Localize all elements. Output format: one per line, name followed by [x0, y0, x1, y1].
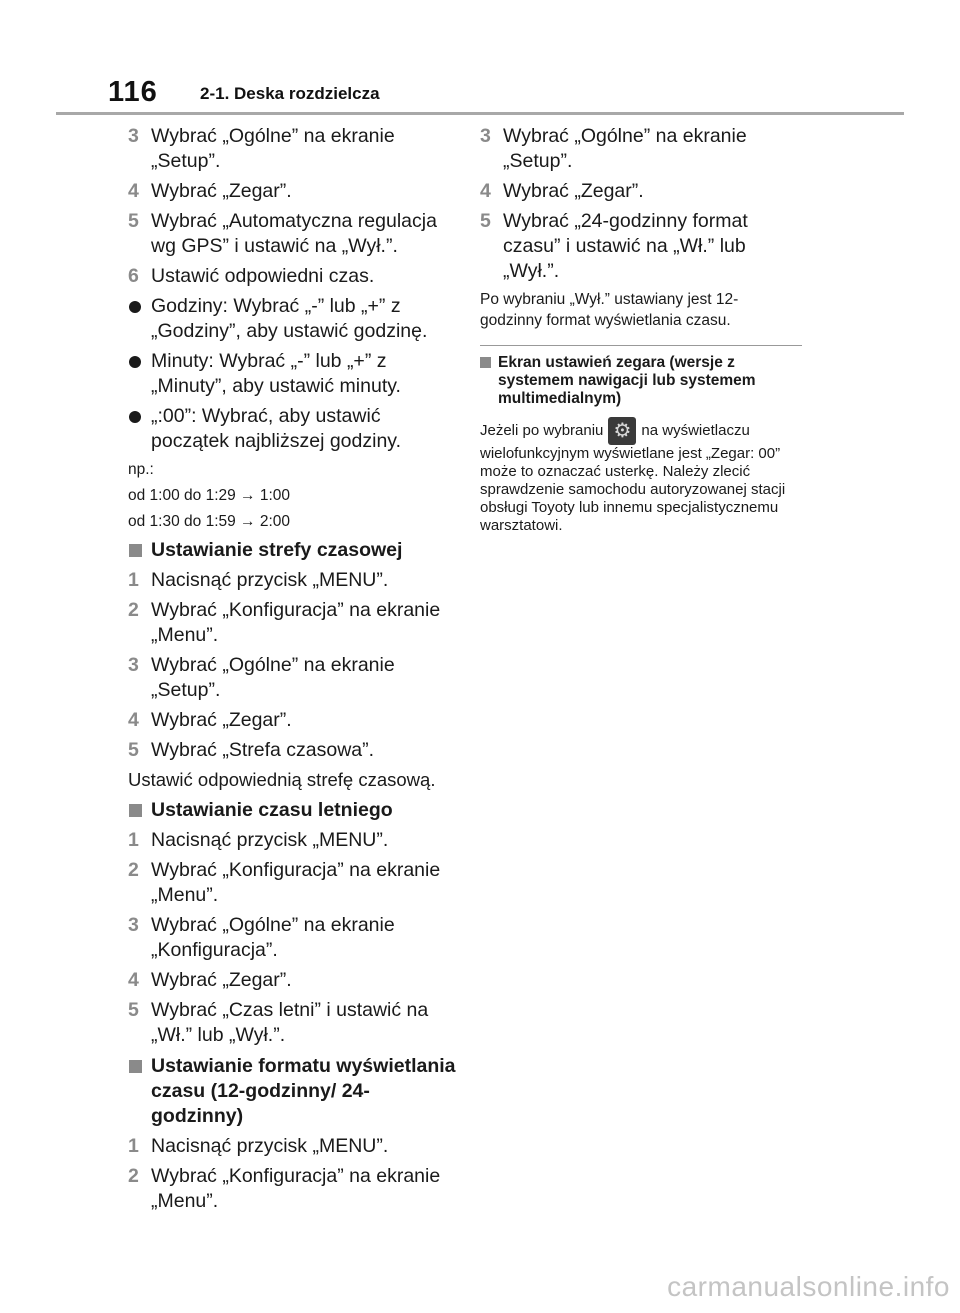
step-text: Wybrać „Zegar”.	[151, 180, 292, 202]
step	[128, 738, 456, 763]
heading-text: Ekran ustawień zegara (wersje z systemem nawigacji lub systemem multimedialnym)	[498, 354, 756, 407]
section-title: 2-1. Deska rozdzielcza	[200, 84, 380, 103]
heading-text: Ustawianie formatu wyświetlania czasu (12-godzinny/ 24-godzinny)	[151, 1055, 456, 1127]
bullet-dot	[129, 301, 141, 313]
step	[128, 124, 456, 174]
gear-icon	[608, 417, 636, 445]
section-heading-timezone	[128, 538, 456, 563]
step-text: Wybrać „Konfiguracja” na ekranie „Menu”.	[151, 1165, 441, 1212]
step-number: 3	[480, 125, 491, 147]
step-number: 5	[480, 210, 491, 232]
section-heading-dst	[128, 798, 456, 823]
step-number: 6	[128, 265, 139, 287]
step-number: 1	[128, 569, 139, 591]
step	[480, 124, 800, 174]
step-number: 3	[128, 914, 139, 936]
divider	[480, 345, 802, 346]
step-text: Wybrać „Zegar”.	[151, 709, 292, 731]
step-text: Wybrać „Czas letni” i ustawić na „Wł.” lub „Wył.”.	[151, 999, 429, 1046]
step-text: Wybrać „Ogólne” na ekranie „Setup”.	[151, 654, 395, 701]
bullet-dot	[129, 356, 141, 368]
bullet-text: „:00”: Wybrać, aby ustawić początek najbliższej godziny.	[151, 405, 402, 452]
example-label: np.:	[128, 461, 154, 478]
step-text: Wybrać „Zegar”.	[151, 969, 292, 991]
format-note: Po wybraniu „Wył.” ustawiany jest 12-godzinny format wyświetlania czasu.	[480, 291, 739, 329]
step-text: Wybrać „Ogólne” na ekranie „Setup”.	[151, 125, 395, 172]
step-text: Wybrać „Strefa czasowa”.	[151, 739, 375, 761]
step-text: Nacisnąć przycisk „MENU”.	[151, 569, 389, 591]
step-number: 5	[128, 210, 139, 232]
left-column	[128, 124, 456, 1219]
step	[128, 968, 456, 993]
step-number: 1	[128, 1135, 139, 1157]
example-line: od 1:30 do 1:59 → 2:00	[128, 513, 291, 530]
heading-square-icon	[129, 544, 142, 557]
bullet-item	[128, 404, 456, 454]
bullet-text: Minuty: Wybrać „-” lub „+” z „Minuty”, aby ustawić minuty.	[151, 350, 401, 397]
paragraph-text: na wyświetlaczu wielofunkcyjnym wyświetlane jest „Zegar: 00” może to oznaczać usterkę. Należy zlecić sprawdzenie samochodu autoryzowanej stacji obsługi Toyoty lub innemu specjalistycznemu warsztatowi.	[480, 421, 786, 534]
step-number: 2	[128, 859, 139, 881]
step-text: Ustawić odpowiedni czas.	[151, 265, 375, 287]
right-column	[480, 124, 800, 535]
paragraph-text: Jeżeli po wybraniu	[480, 421, 604, 439]
step	[128, 568, 456, 593]
step	[128, 1134, 456, 1159]
step	[128, 1164, 456, 1214]
bullet-text: Godziny: Wybrać „-” lub „+” z „Godziny”, aby ustawić godzinę.	[151, 295, 428, 342]
step	[128, 828, 456, 853]
section-heading-clock-screen	[480, 354, 800, 408]
heading-square-icon	[129, 1060, 142, 1073]
step-number: 5	[128, 739, 139, 761]
watermark: carmanualsonline.info	[667, 1271, 950, 1302]
step	[128, 209, 456, 259]
step-text: Nacisnąć przycisk „MENU”.	[151, 1135, 389, 1157]
step-number: 5	[128, 999, 139, 1021]
bullet-item	[128, 349, 456, 399]
step-number: 4	[128, 969, 139, 991]
example-line: od 1:00 do 1:29 → 1:00	[128, 487, 291, 504]
timezone-note: Ustawić odpowiednią strefę czasową.	[128, 769, 436, 790]
step-number: 3	[128, 125, 139, 147]
step-number: 4	[128, 180, 139, 202]
step-number: 4	[480, 180, 491, 202]
step	[128, 264, 456, 289]
heading-square-icon	[129, 804, 142, 817]
bullet-item	[128, 294, 456, 344]
section-heading-time-format	[128, 1054, 456, 1129]
step	[128, 653, 456, 703]
step-number: 4	[128, 709, 139, 731]
bullet-dot	[129, 411, 141, 423]
step	[128, 598, 456, 648]
step-text: Wybrać „Konfiguracja” na ekranie „Menu”.	[151, 599, 441, 646]
step-text: Wybrać „Automatyczna regulacja wg GPS” i ustawić na „Wył.”.	[151, 210, 437, 257]
step	[128, 998, 456, 1048]
step	[128, 913, 456, 963]
step-text: Wybrać „24-godzinny format czasu” i ustawić na „Wł.” lub „Wył.”.	[503, 210, 748, 282]
step	[128, 858, 456, 908]
step-text: Wybrać „Konfiguracja” na ekranie „Menu”.	[151, 859, 441, 906]
step-number: 1	[128, 829, 139, 851]
step	[480, 179, 800, 204]
heading-square-icon	[480, 357, 491, 368]
heading-text: Ustawianie czasu letniego	[151, 799, 393, 821]
step-text: Wybrać „Zegar”.	[503, 180, 644, 202]
step-text: Wybrać „Ogólne” na ekranie „Setup”.	[503, 125, 747, 172]
header-rule	[56, 112, 904, 115]
step-number: 3	[128, 654, 139, 676]
gear-glyph: ⚙	[613, 420, 632, 442]
page-number: 116	[108, 76, 158, 108]
step-number: 2	[128, 1165, 139, 1187]
warning-paragraph	[480, 417, 800, 535]
step	[128, 708, 456, 733]
step-text: Nacisnąć przycisk „MENU”.	[151, 829, 389, 851]
step	[128, 179, 456, 204]
step	[480, 209, 800, 284]
heading-text: Ustawianie strefy czasowej	[151, 539, 403, 561]
step-text: Wybrać „Ogólne” na ekranie „Konfiguracja”.	[151, 914, 395, 961]
step-number: 2	[128, 599, 139, 621]
